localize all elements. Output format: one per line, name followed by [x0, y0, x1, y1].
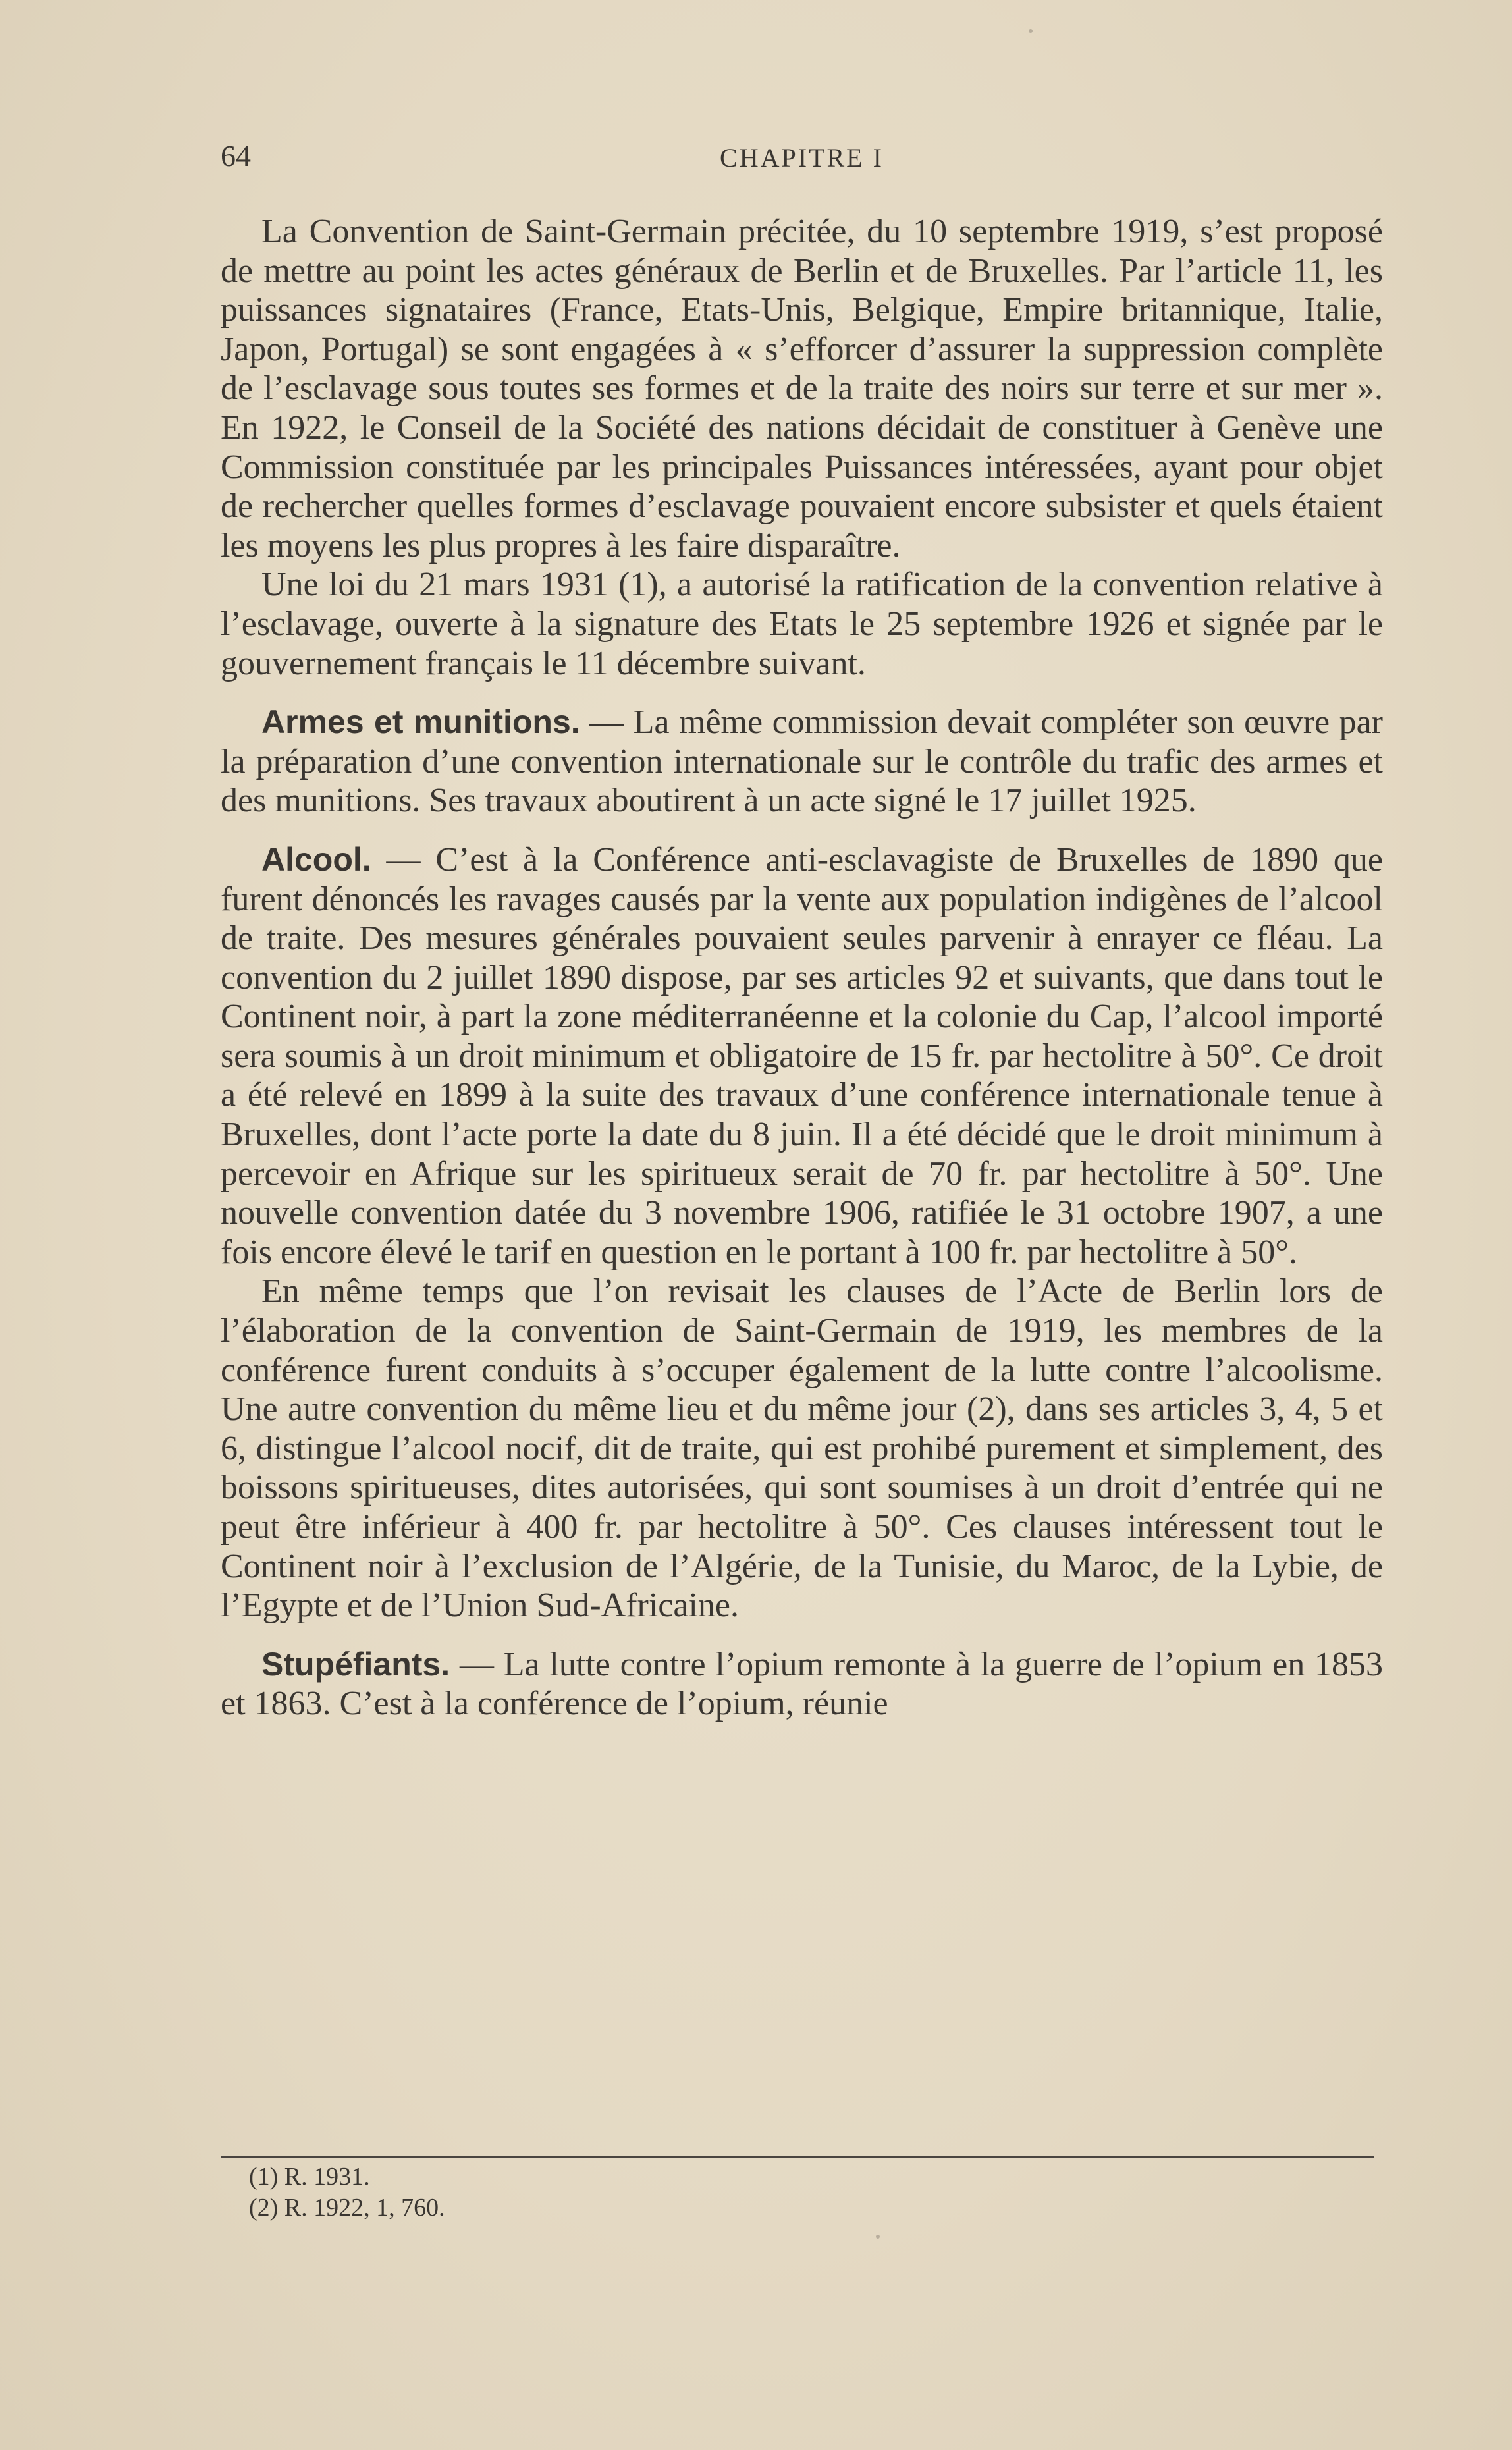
paragraph-text: Une loi du 21 mars 1931 (1), a autorisé la ratification de la convention relative à l’esclavage, ouverte à la signature des Etats le 25 septembre 1926 et signée par le gouvernement français le 11 décembre suivant.: [221, 566, 1383, 682]
page-header: [221, 138, 1383, 178]
paragraph-text: — La lutte contre l’opium remonte à la guerre de l’opium en 1853 et 1863. C’est à la conférence de l’opium, réunie: [221, 1645, 1383, 1723]
paragraph: [221, 840, 1383, 1272]
paragraph-text: — La même commission devait compléter son œuvre par la préparation d’une convention internationale sur le contrôle du trafic des armes et des munitions. Ses travaux aboutirent à un acte signé le 17 juillet 1925.: [221, 703, 1383, 820]
paragraph: [221, 565, 1383, 683]
paper-speck: [876, 2235, 880, 2239]
paper-speck: [1029, 29, 1033, 33]
section-heading: Armes et munitions.: [261, 703, 580, 741]
section-heading: Stupéfiants.: [261, 1645, 450, 1683]
paragraph-text: En même temps que l’on revisait les clauses de l’Acte de Berlin lors de l’élaboration de la convention de Saint-Germain de 1919, les membres de la conférence furent conduits à s’occuper également de la lutte contre l’alcoolisme. Une autre convention du même lieu et du même jour (2), dans ses articles 3, 4, 5 et 6, distingue l’alcool nocif, dit de traite, qui est prohibé purement et simplement, des boissons spiritueuses, dites autorisées, qui sont soumises à un droit d’entrée qui ne peut être inférieur à 400 fr. par hectolitre à 50°. Ces clauses intéressent tout le Continent noir à l’exclusion de l’Algérie, de la Tunisie, du Maroc, de la Lybie, de l’Egypte et de l’Union Sud-Africaine.: [221, 1272, 1383, 1625]
body-text: [221, 212, 1383, 1724]
page-number: 64: [221, 139, 251, 173]
paragraph: [221, 1645, 1383, 1724]
paragraph: [221, 703, 1383, 821]
paragraph: [221, 212, 1383, 565]
footnotes: [249, 2162, 445, 2223]
paragraph-text: La Convention de Saint-Germain précitée, du 10 septembre 1919, s’est proposé de mettre au point les actes généraux de Berlin et de Bruxelles. Par l’article 11, les puissances signataires (France, Etats-Unis, Belgique, Empire britannique, Italie, Japon, Portugal) se sont engagées à « s’efforcer d’assurer la suppression complète de l’esclavage sous toutes ses formes et de la traite des noirs sur terre et sur mer ». En 1922, le Conseil de la Société des nations décidait de constituer à Genève une Commission constituée par les principales Puissances intéressées, ayant pour objet de rechercher quelles formes d’esclavage pouvaient encore subsister et quels étaient les moyens les plus propres à les faire disparaître.: [221, 213, 1383, 564]
footnote: (1) R. 1931.: [249, 2163, 370, 2191]
footnote-rule: [221, 2156, 1374, 2158]
footnote: (2) R. 1922, 1, 760.: [249, 2194, 445, 2221]
section-heading: Alcool.: [261, 840, 371, 878]
paragraph-text: — C’est à la Conférence anti-esclavagiste de Bruxelles de 1890 que furent dénoncés les ravages causés par la vente aux population indigènes de l’alcool de traite. Des mesures générales pouvaient seules parvenir à enrayer ce fléau. La convention du 2 juillet 1890 dispose, par ses articles 92 et suivants, que dans tout le Continent noir, à part la zone méditerranéenne et la colonie du Cap, l’alcool importé sera soumis à un droit minimum et obligatoire de 15 fr. par hectolitre à 50°. Ce droit a été relevé en 1899 à la suite des travaux d’une conférence internationale tenue à Bruxelles, dont l’acte porte la date du 8 juin. Il a été décidé que le droit minimum à percevoir en Afrique sur les spiritueux serait de 70 fr. par hectolitre à 50°. Une nouvelle convention datée du 3 novembre 1906, ratifiée le 31 octobre 1907, a une fois encore élevé le tarif en question en le portant à 100 fr. par hectolitre à 50°.: [221, 840, 1383, 1271]
paragraph: [221, 1272, 1383, 1625]
running-head: CHAPITRE I: [720, 143, 884, 173]
